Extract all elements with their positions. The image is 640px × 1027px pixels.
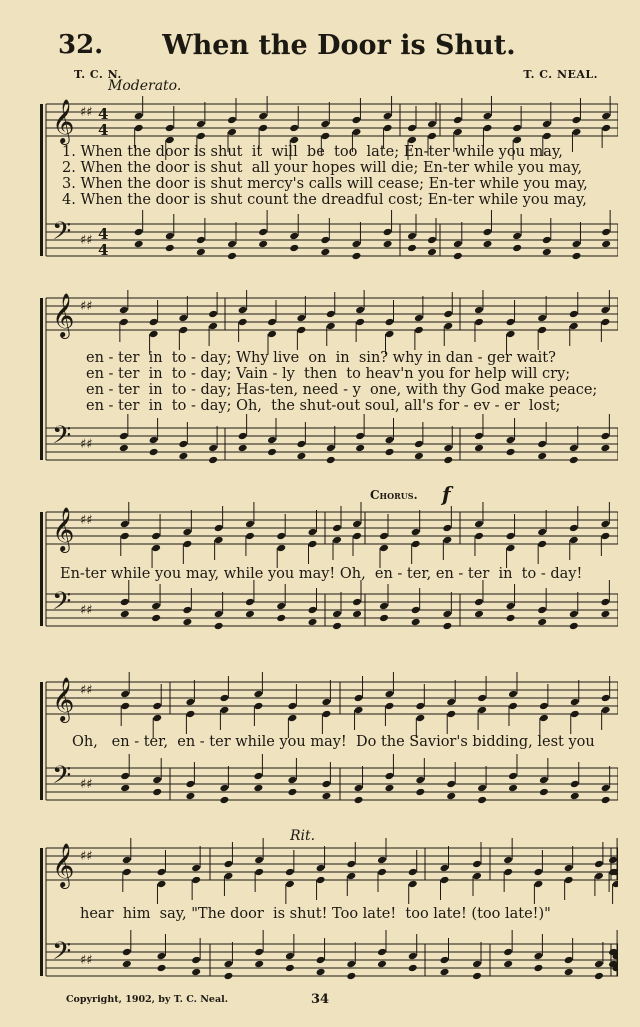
lyric-verse-1: 1. When the door is shut it will be too late; En-ter while you may, (62, 144, 563, 160)
svg-text:♯♯: ♯♯ (80, 603, 93, 618)
tempo-marking: Moderato. (108, 78, 182, 94)
music-system-5 (40, 826, 618, 996)
note-chord (503, 838, 513, 968)
dynamic-forte: f (442, 482, 451, 506)
svg-text:𝄢: 𝄢 (52, 217, 72, 252)
svg-text:𝄢: 𝄢 (52, 937, 72, 972)
svg-text:4: 4 (98, 105, 109, 123)
note-chord (245, 502, 255, 618)
svg-text:♯♯: ♯♯ (80, 233, 93, 248)
lyric-verse-2: 2. When the door is shut all your hopes will die; En-ter while you may, (62, 160, 583, 176)
ritardando-marking: Rit. (290, 828, 316, 844)
svg-text:♯♯: ♯♯ (80, 683, 93, 698)
svg-text:♯♯: ♯♯ (80, 777, 93, 792)
svg-text:𝄞: 𝄞 (52, 99, 75, 143)
svg-text:𝄢: 𝄢 (52, 421, 72, 456)
svg-text:𝄢: 𝄢 (52, 761, 72, 796)
lyric-verse-2: en - ter in to - day; Vain - ly then to heav'n you for help will cry; (86, 366, 571, 382)
lyric-verse-1: en - ter in to - day; Why live on in sin? why in dan - ger wait? (86, 350, 556, 366)
svg-text:♯♯: ♯♯ (80, 437, 93, 452)
bass-staff (46, 937, 618, 976)
music-system-3 (40, 482, 618, 672)
svg-text:♯♯: ♯♯ (80, 849, 93, 864)
svg-text:𝄞: 𝄞 (52, 293, 75, 337)
note-chord (120, 502, 130, 618)
note-chord (122, 838, 132, 968)
svg-text:♯♯: ♯♯ (80, 299, 93, 314)
bass-staff (46, 217, 618, 259)
svg-text:4: 4 (98, 241, 109, 259)
lyric-chorus-line: Oh, en - ter, en - ter while you may! Do the Savior's bidding, lest you (72, 734, 595, 750)
copyright-notice: Copyright, 1902, by T. C. Neal. (66, 994, 229, 1005)
treble-staff (46, 677, 618, 723)
svg-text:♯♯: ♯♯ (80, 105, 93, 120)
bass-staff (46, 761, 618, 800)
staff-notation (40, 482, 618, 642)
treble-staff (46, 507, 618, 553)
svg-text:𝄞: 𝄞 (52, 843, 75, 887)
hymn-title: When the Door is Shut. (162, 30, 516, 61)
page-number: 34 (310, 992, 330, 1007)
svg-text:𝄞: 𝄞 (52, 677, 75, 721)
music-system-2 (40, 290, 618, 480)
lyricist-credit: T. C. N. (74, 68, 122, 81)
svg-text:♯♯: ♯♯ (80, 953, 93, 968)
svg-text:𝄢: 𝄢 (52, 587, 72, 622)
note-chord (474, 502, 484, 618)
lyric-verse-4: 4. When the door is shut count the dreadful cost; En-ter while you may, (62, 192, 587, 208)
composer-credit: T. C. NEAL. (523, 68, 598, 81)
treble-staff (46, 843, 618, 889)
lyric-verse-4: en - ter in to - day; Oh, the shut-out soul, all's for - ev - er lost; (86, 398, 561, 414)
note-chord (600, 502, 610, 618)
svg-text:𝄞: 𝄞 (52, 507, 75, 551)
music-system-1 (40, 96, 618, 276)
note-chord (352, 502, 362, 618)
chorus-label: Chorus. (370, 488, 418, 502)
svg-text:♯♯: ♯♯ (80, 513, 93, 528)
lyric-chorus-line: En-ter while you may, while you may! Oh, en - ter, en - ter in to - day! (60, 566, 583, 582)
bass-staff (46, 421, 618, 460)
hymn-number: 32. (58, 30, 104, 60)
lyric-chorus-line: hear him say, "The door is shut! Too late! too late! (too late!)" (80, 906, 551, 922)
svg-text:4: 4 (98, 225, 109, 243)
note-chord (254, 838, 264, 968)
treble-staff (46, 99, 618, 145)
lyric-verse-3: en - ter in to - day; Has-ten, need - y one, with thy God make peace; (86, 382, 598, 398)
music-system-4 (40, 660, 618, 820)
bass-staff (46, 587, 618, 626)
lyric-verse-3: 3. When the door is shut mercy's calls will cease; En-ter while you may, (62, 176, 588, 192)
svg-text:4: 4 (98, 121, 109, 139)
note-chord (377, 838, 387, 968)
